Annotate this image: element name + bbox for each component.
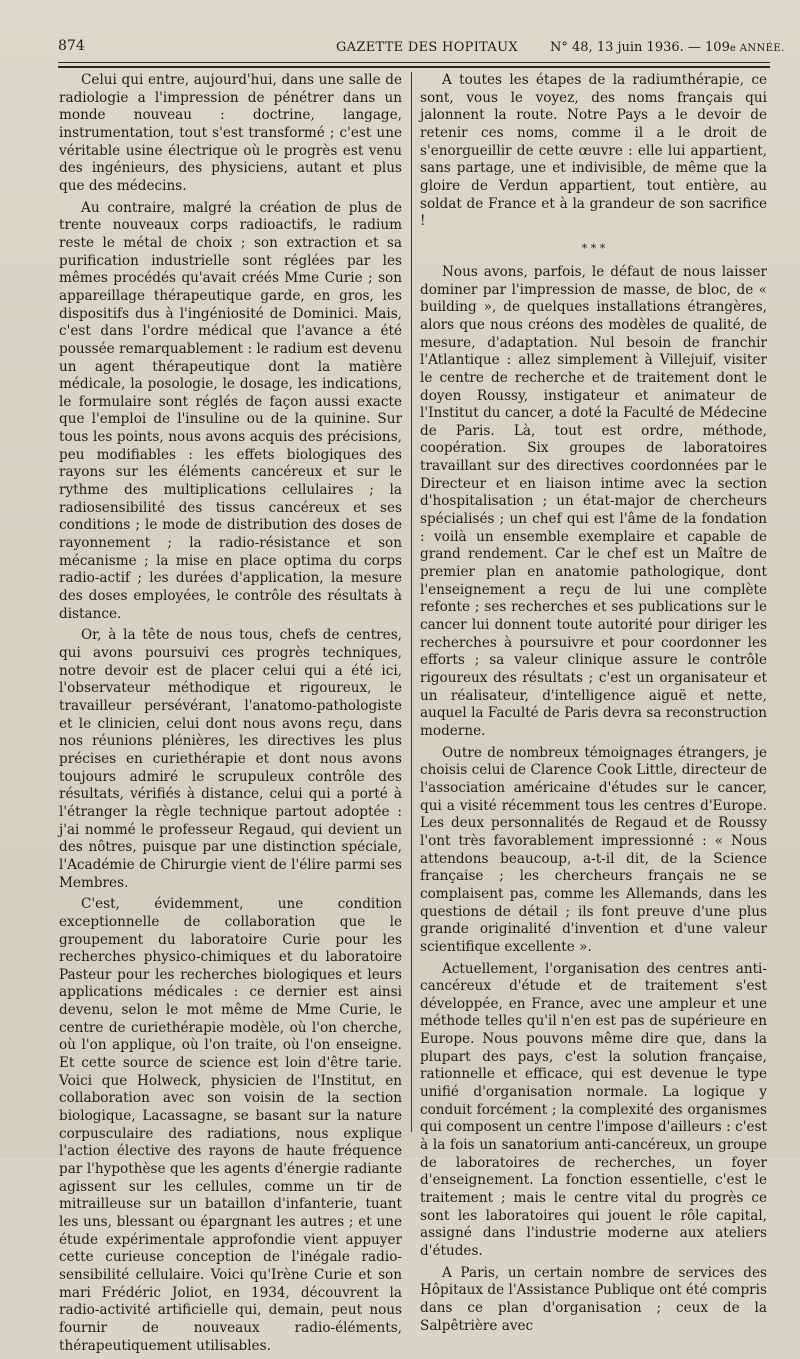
issue-date: N° 48, 13 juin 1936. — 109 (550, 40, 730, 55)
column-divider (411, 72, 412, 1132)
right-paragraph: Actuellement, l'organisation des centres anti-cancéreux d'étude et de traitement s'est développée, en France, avec une ampleur et une méthode telles qu'il n'en est pas de supérieure en Europe. Nous pouvons même dire que, dans la plupart des pays, c'est la solution française, rationnelle et efficace, qui est devenue le type unifié d'organisation normale. La logique y conduit forcément ; la complexité des organismes qui composent un centre l'impose d'ailleurs : c'est à la fois un sanatorium anti-cancéreux, un groupe de laboratoires de recherches, un foyer d'enseignement. La fonction essentielle, c'est le traitement ; mais le centre vital du progrès ce sont les laboratoires qui jouent le rôle capital, assigné dans l'industrie moderne aux ateliers d'études. (420, 960, 767, 1259)
left-paragraph: C'est, évidemment, une condition exceptionnelle de collaboration que le groupement du laboratoire Curie pour les recherches physico-chimiques et du laboratoire Pasteur pour les recherches biologiques et leurs applications médicales : ce dernier est ainsi devenu, selon le mot même de Mme Curie, le centre de curiethérapie modèle, où l'on cherche, où l'on applique, où l'on traite, où l'on enseigne. Et cette source de science est loin d'être tarie. Voici que Holweck, physicien de l'Institut, en collaboration avec son voisin de la section biologique, Lacassagne, se basant sur la nature corpusculaire des radiations, nous explique l'action élective des rayons de haute fréquence par l'hypothèse que les agents d'énergie radiante agissent sur les cellules, comme un tir de mitrailleuse sur un bataillon d'infanterie, tuant les uns, blessant ou épargnant les autres ; et une étude expérimentale approfondie vient appuyer cette curieuse conception de l'inégale radio-sensibilité cellulaire. Voici qu'Irène Curie et son mari Frédéric Joliot, en 1934, découvrent la radio-activité artificielle qui, demain, peut nous fournir de nouveaux radio-éléments, thérapeutiquement utilisables. (59, 896, 402, 1354)
publication-title: GAZETTE DES HOPITAUX (336, 40, 518, 55)
right-paragraph: A Paris, un certain nombre de services des Hôpitaux de l'Assistance Publique ont été compris dans ce plan d'organisation ; ceux de la Salpêtrière avec (420, 1264, 767, 1334)
issue-year: e ANNÉE. (729, 43, 785, 54)
header-rule-thick (58, 66, 770, 68)
right-paragraph: Nous avons, parfois, le défaut de nous laisser dominer par l'impression de masse, de bloc, de « building », de quelques installations étrangères, alors que nous créons des modèles de qualité, de mesure, d'adaptation. Nul besoin de franchir l'Atlantique : allez simplement à Villejuif, visiter le centre de recherche et de traitement dont le doyen Roussy, instigateur et animateur de l'Institut du cancer, a doté la Faculté de Médecine de Paris. Là, tout est ordre, méthode, coopération. Six groupes de laboratoires travaillant sur des directives coordonnées par le Directeur et en liaison intime avec la section d'hospitalisation ; un état-major de chercheurs spécialisés ; un chef qui est l'âme de la fondation : voilà un ensemble exemplaire et capable de grand rendement. Car le chef est un Maître de premier plan en anatomie pathologique, dont l'enseignement a reçu de lui une complète refonte ; ses recherches et ses publications sur le cancer lui donnent toute autorité pour diriger les recherches à poursuivre et pour coordonner les efforts ; sa valeur clinique assure le contrôle rigoureux des résultats ; c'est un organisateur et un réalisateur, d'intelligence aiguë et nette, auquel la Faculté de Paris devra sa reconstruction moderne. (420, 263, 767, 739)
left-column (59, 72, 402, 1359)
header-rule-thin (58, 62, 770, 63)
section-separator: * * * (581, 241, 606, 255)
left-paragraph: Or, à la tête de nous tous, chefs de centres, qui avons poursuivi ces progrès techniques, notre devoir est de placer celui qui a été ici, l'observateur méthodique et rigoureux, le travailleur persévérant, l'anatomo-pathologiste et le clinicien, celui dont nous avons reçu, dans nos réunions plénières, les directives les plus précises en curiethérapie et dont nous avons toujours admiré le scrupuleux contrôle des résultats, vérifiés à distance, celui qui a porté à l'étranger la règle technique partout adoptée : j'ai nommé le professeur Regaud, qui devient un des nôtres, puisque par une distinction spéciale, l'Académie de Chirurgie vient de l'élire parmi ses Membres. (59, 627, 402, 891)
issue-line (550, 40, 785, 55)
left-paragraph: Au contraire, malgré la création de plus de trente nouveaux corps radioactifs, le radium reste le métal de choix ; son extraction et sa purification industrielle sont réglées par les mêmes procédés qu'avait créés Mme Curie ; son appareillage thérapeutique garde, en gros, les dispositifs dus à l'ingéniosité de Dominici. Mais, c'est dans l'ordre médical que l'avance a été poussée remarquablement : le radium est devenu un agent thérapeutique dont la matière médicale, la posologie, le dosage, les indications, le formulaire sont réglés de façon aussi exacte que l'emploi de l'insuline ou de la quinine. Sur tous les points, nous avons acquis des précisions, peu modifiables : les effets biologiques des rayons sur les éléments cancéreux et sur le rythme des multiplications cellulaires ; la radiosensibilité des tissus cancéreux et ses conditions ; le mode de distribution des doses de rayonnement ; la radio-résistance et son mécanisme ; la mise en place optima du corps radio-actif ; les durées d'application, la mesure des doses employées, le contrôle des résultats à distance. (59, 199, 402, 622)
page-number: 874 (58, 38, 85, 54)
right-paragraph: A toutes les étapes de la radiumthérapie, ce sont, vous le voyez, des noms français qui jalonnent la route. Notre Pays a le devoir de retenir ces noms, comme il a le droit de s'enorgueillir de cette œuvre : elle lui appartient, sans partage, une et indivisible, de même que la gloire de Verdun appartient, tout entière, au soldat de France et à la grandeur de son sacrifice ! (420, 72, 767, 230)
left-paragraph: Celui qui entre, aujourd'hui, dans une salle de radiologie a l'impression de pénétrer dans un monde nouveau : doctrine, langage, instrumentation, tout s'est transformé ; c'est une véritable usine électrique où le progrès est venu des ingénieurs, des physiciens, autant et plus que des médecins. (59, 72, 402, 194)
right-column (420, 72, 767, 1339)
page-header (58, 30, 785, 64)
right-paragraph: Outre de nombreux témoignages étrangers, je choisis celui de Clarence Cook Little, directeur de l'association américaine d'études sur le cancer, qui a visité récemment tous les centres d'Europe. Les deux personnalités de Regaud et de Roussy l'ont très favorablement impressionné : « Nous attendons beaucoup, a-t-il dit, de la Science française ; les chercheurs français ne se complaisent pas, comme les Allemands, dans les questions de détail ; ils font preuve d'une plus grande originalité d'invention et d'une valeur scientifique excellente ». (420, 744, 767, 955)
